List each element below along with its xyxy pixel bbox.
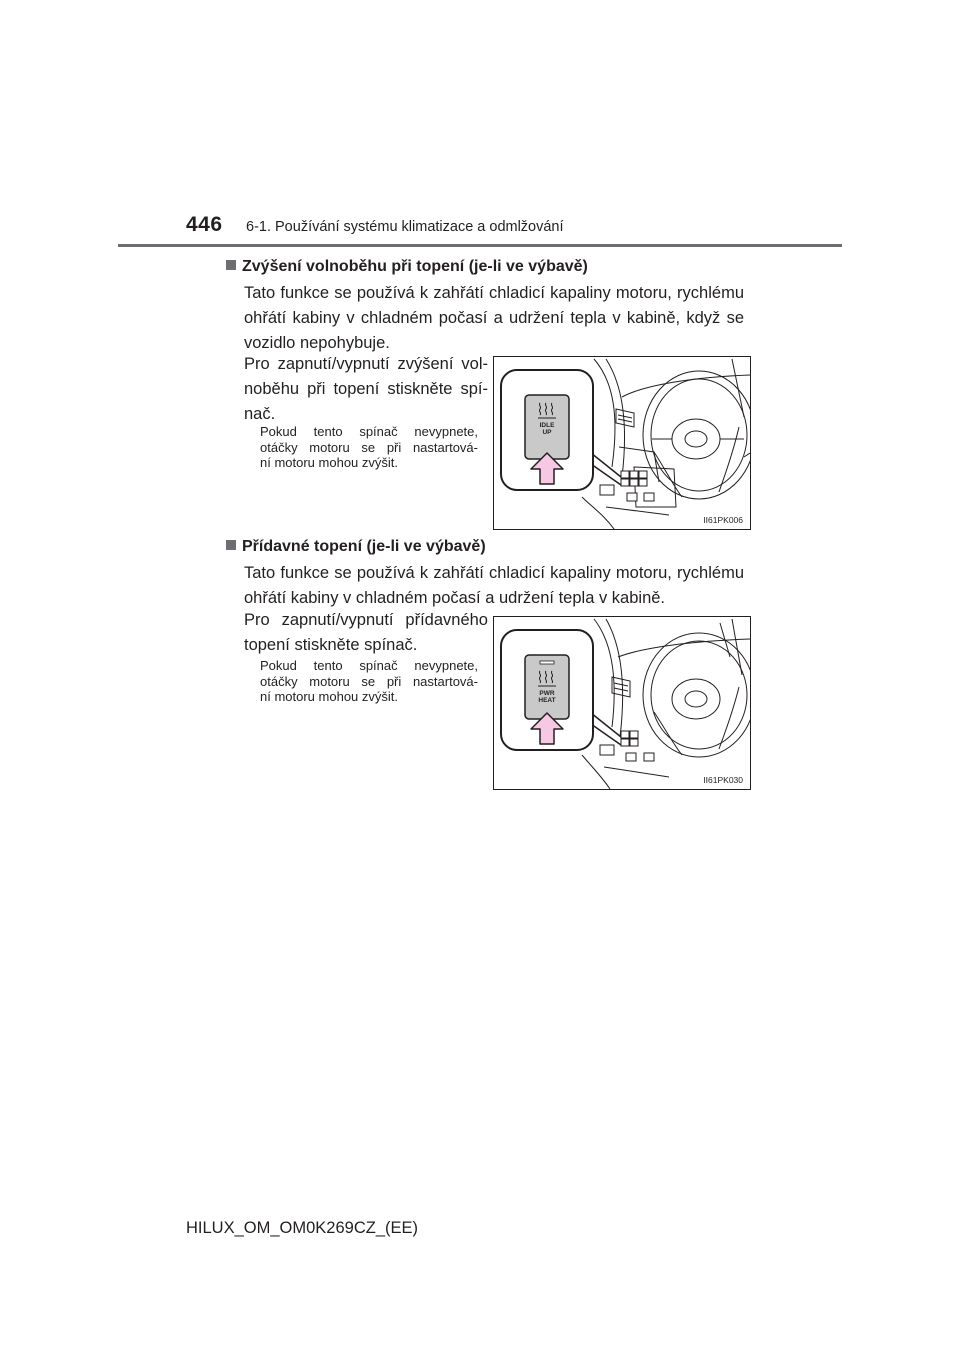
pwr-heat-switch xyxy=(525,655,569,719)
document-code: HILUX_OM_OM0K269CZ_(EE) xyxy=(186,1219,418,1237)
body-line: Tato funkce se používá k zahřátí chladicí kapaliny motoru, rychlému xyxy=(244,564,744,582)
section-heading-text: Přídavné topení (je-li ve výbavě) xyxy=(242,538,486,555)
instruction-line: noběhu při topení stiskněte spí- xyxy=(244,380,488,398)
switch-label-line2: UP xyxy=(542,429,552,436)
body-line: ohřátí kabiny v chladném počasí a udržení tepla v kabině. xyxy=(244,589,665,607)
instruction-text xyxy=(244,608,488,658)
page-number: 446 xyxy=(186,213,223,236)
section-heading-text: Zvýšení volnoběhu při topení (je-li ve výbavě) xyxy=(242,258,588,275)
note-line: ní motoru mohou zvýšit. xyxy=(260,689,398,704)
switch-label-line2: HEAT xyxy=(538,697,556,704)
dashboard-illustration xyxy=(494,357,750,529)
instruction-text xyxy=(244,352,488,427)
instruction-line: Pro zapnutí/vypnutí zvýšení vol- xyxy=(244,355,488,373)
body-line: Tato funkce se používá k zahřátí chladicí kapaliny motoru, rychlému xyxy=(244,284,744,302)
note-line: ní motoru mohou zvýšit. xyxy=(260,455,398,470)
indicator-light xyxy=(540,661,554,664)
header-rule xyxy=(118,244,842,247)
note-line: otáčky motoru se při nastartová- xyxy=(260,439,478,455)
section-body xyxy=(244,281,744,356)
square-bullet-icon xyxy=(226,260,236,270)
idle-up-switch-figure xyxy=(493,356,751,530)
body-line: ohřátí kabiny v chladném počasí a udržení tepla v kabině, když se xyxy=(244,309,744,327)
figure-code: II61PK006 xyxy=(703,515,743,525)
note-line: otáčky motoru se při nastartová- xyxy=(260,673,478,689)
pwr-heat-switch-figure xyxy=(493,616,751,790)
chapter-title: 6-1. Používání systému klimatizace a odmlžování xyxy=(246,219,564,235)
instruction-line: topení stiskněte spínač. xyxy=(244,636,418,654)
section-heading xyxy=(226,258,588,276)
instruction-line: nač. xyxy=(244,405,276,423)
section-body xyxy=(244,561,744,611)
switch-label-line1: PWR xyxy=(539,690,555,697)
square-bullet-icon xyxy=(226,540,236,550)
switch-label-line1: IDLE xyxy=(539,422,555,429)
body-line: vozidlo nepohybuje. xyxy=(244,334,390,352)
figure-code: II61PK030 xyxy=(703,775,743,785)
section-heading xyxy=(226,538,486,556)
note-text xyxy=(260,658,478,705)
instruction-line: Pro zapnutí/vypnutí přídavného xyxy=(244,611,488,629)
note-line: Pokud tento spínač nevypnete, xyxy=(260,658,478,673)
note-text xyxy=(260,424,478,471)
dashboard-illustration xyxy=(494,617,750,789)
note-line: Pokud tento spínač nevypnete, xyxy=(260,424,478,439)
